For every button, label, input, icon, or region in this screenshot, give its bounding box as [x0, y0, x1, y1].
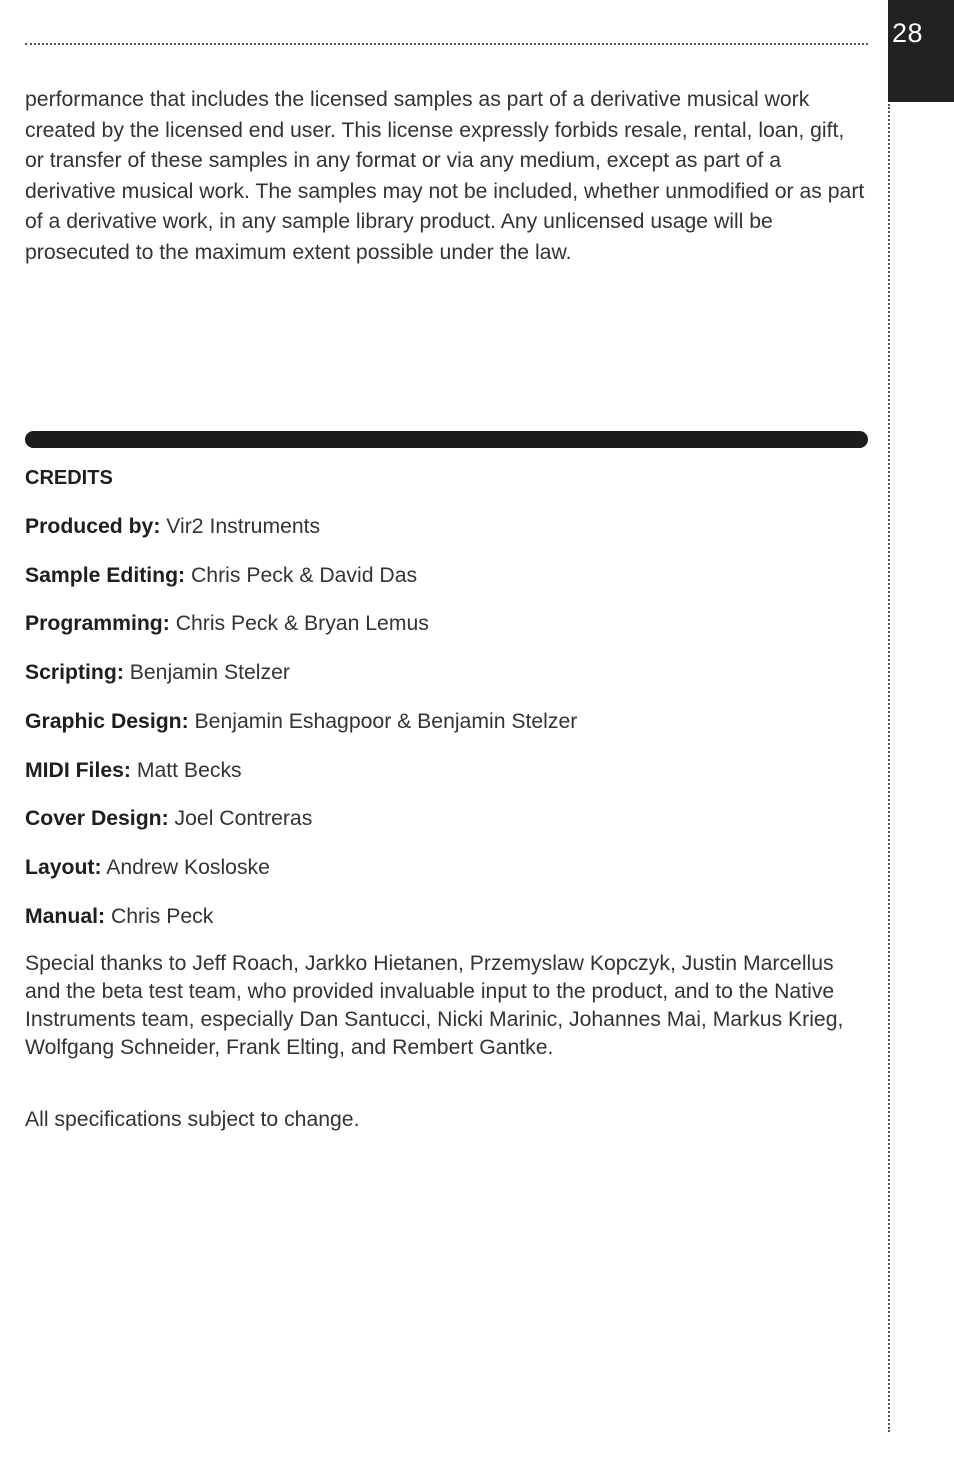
credit-names: Andrew Kosloske — [106, 856, 270, 879]
credit-names: Joel Contreras — [174, 807, 313, 830]
credit-role: Manual: — [25, 905, 106, 928]
special-thanks-paragraph: Special thanks to Jeff Roach, Jarkko Hietanen, Przemyslaw Kopczyk, Justin Marcellus and the beta test team, who provided invaluable input to the product, and to the Native Instruments team, especially Dan Santucci, Nicki Marinic, Johannes Mai, Markus Krieg, Wolfgang Schneider, Frank Elting, and Rembert Gantke. — [25, 952, 844, 1059]
credit-role: Programming: — [25, 612, 170, 635]
credit-role: Sample Editing: — [25, 564, 186, 587]
license-paragraph: performance that includes the licensed samples as part of a derivative musical work created by the licensed end user. This license expressly forbids resale, rental, loan, gift, or transfer of these samples in any format or via any medium, except as part of a derivative musical work. The samples may not be included, whether unmodified or as part of a derivative work, in any sample library product. Any unlicensed usage will be prosecuted to the maximum extent possible under the law. — [25, 88, 865, 264]
credit-names: Chris Peck — [110, 905, 214, 928]
credit-role: Graphic Design: — [25, 710, 189, 733]
credit-role: Scripting: — [25, 661, 124, 684]
credit-sample-editing — [25, 563, 417, 589]
credit-role: Cover Design: — [25, 807, 169, 830]
credit-role: Produced by: — [25, 515, 161, 538]
credit-names: Chris Peck & Bryan Lemus — [175, 612, 429, 635]
credits-heading: CREDITS — [25, 467, 113, 489]
credit-names: Matt Becks — [136, 759, 242, 782]
credit-names: Benjamin Eshagpoor & Benjamin Stelzer — [194, 710, 578, 733]
credit-role: Layout: — [25, 856, 102, 879]
credit-graphic-design — [25, 709, 577, 735]
credit-produced-by — [25, 514, 320, 540]
page-number: 28 — [892, 18, 924, 48]
credit-scripting — [25, 660, 290, 686]
page-number-tab — [888, 0, 954, 102]
side-dotted-rule — [888, 104, 890, 1432]
credit-cover-design — [25, 806, 312, 832]
specifications-disclaimer: All specifications subject to change. — [25, 1108, 360, 1131]
credit-midi-files — [25, 758, 242, 784]
credit-programming — [25, 611, 429, 637]
credit-names: Vir2 Instruments — [166, 515, 321, 538]
credit-names: Benjamin Stelzer — [129, 661, 290, 684]
header-dotted-rule — [25, 43, 868, 45]
section-divider — [25, 431, 868, 448]
credit-layout — [25, 855, 270, 881]
credit-manual — [25, 904, 213, 930]
credit-names: Chris Peck & David Das — [191, 564, 418, 587]
credit-role: MIDI Files: — [25, 759, 131, 782]
